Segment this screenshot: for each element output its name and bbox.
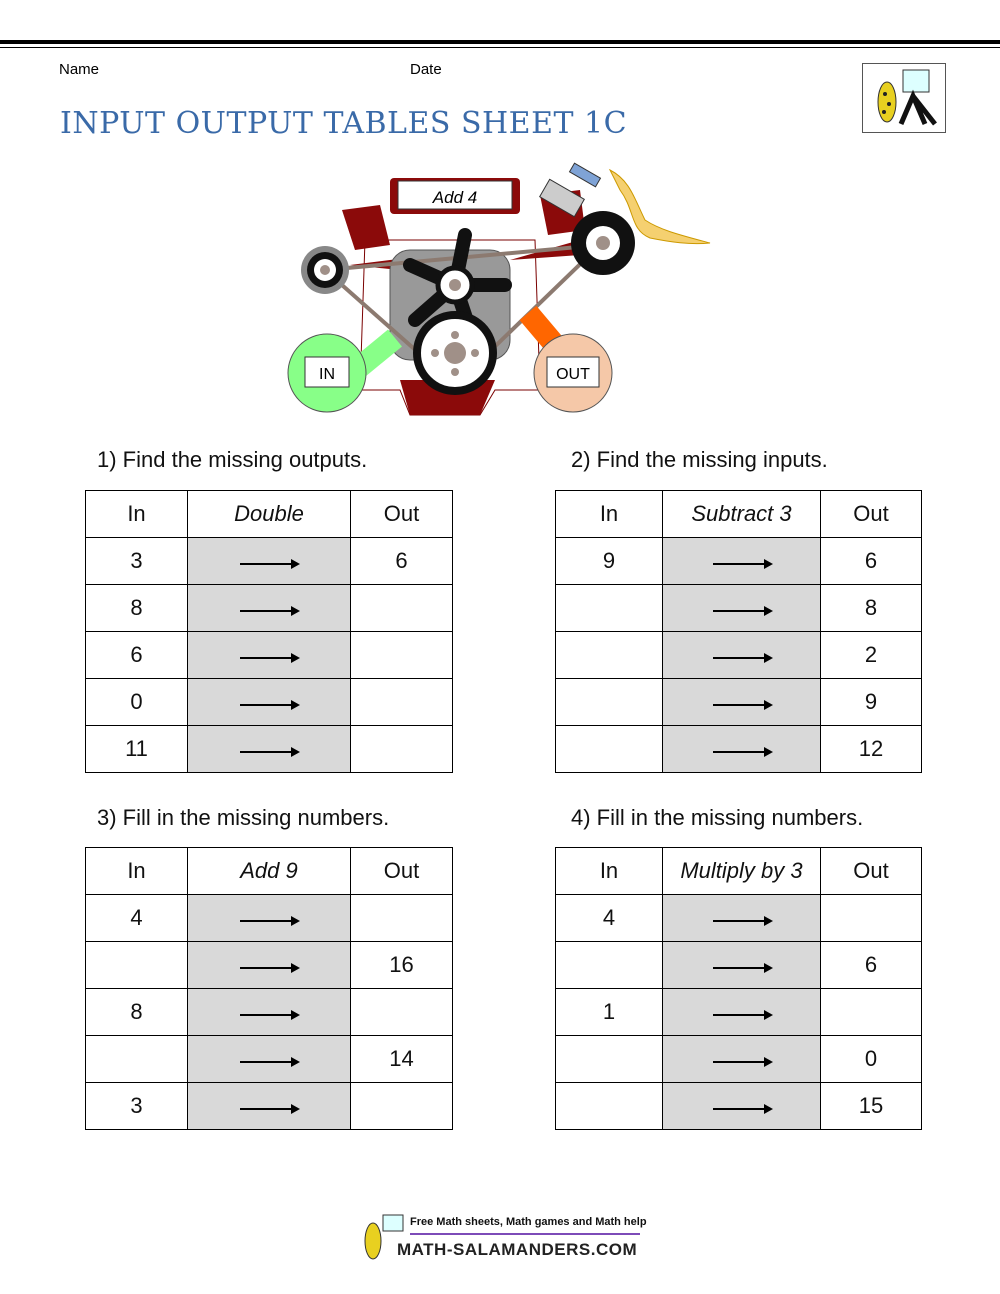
rule-cell xyxy=(663,585,821,632)
out-cell[interactable] xyxy=(821,895,922,942)
io-table-4 xyxy=(555,847,922,1130)
in-cell[interactable]: 11 xyxy=(86,726,188,773)
engine-function-label: Add 4 xyxy=(432,188,478,207)
rule-cell xyxy=(663,538,821,585)
table-row xyxy=(86,679,453,726)
footer-tagline: Free Math sheets, Math games and Math help xyxy=(410,1216,647,1228)
top-rule xyxy=(0,40,1000,44)
out-cell[interactable]: 2 xyxy=(821,632,922,679)
table-row xyxy=(86,942,453,989)
engine-in-label: IN xyxy=(319,366,335,383)
table-row xyxy=(86,632,453,679)
out-cell[interactable] xyxy=(351,585,453,632)
in-cell[interactable]: 1 xyxy=(556,989,663,1036)
header-out: Out xyxy=(821,848,922,895)
io-table-2 xyxy=(555,490,922,773)
question-2: 2) Find the missing inputs. xyxy=(571,447,828,472)
in-cell[interactable] xyxy=(556,942,663,989)
date-label: Date xyxy=(410,61,442,78)
table-row xyxy=(86,1083,453,1130)
arrow-right-icon xyxy=(240,751,298,753)
question-3: 3) Fill in the missing numbers. xyxy=(97,805,390,830)
header-row xyxy=(86,491,453,538)
in-cell[interactable] xyxy=(86,942,188,989)
header-out: Out xyxy=(351,848,453,895)
arrow-right-icon xyxy=(240,1108,298,1110)
top-rule-thin xyxy=(0,47,1000,48)
arrow-right-icon xyxy=(240,1061,298,1063)
header-row xyxy=(86,848,453,895)
table-row xyxy=(556,632,922,679)
rule-cell xyxy=(663,726,821,773)
arrow-right-icon xyxy=(713,751,771,753)
out-cell[interactable] xyxy=(351,679,453,726)
in-cell[interactable] xyxy=(556,1036,663,1083)
rule-cell xyxy=(188,585,351,632)
in-cell[interactable]: 4 xyxy=(86,895,188,942)
header-in: In xyxy=(86,491,188,538)
out-cell[interactable]: 0 xyxy=(821,1036,922,1083)
in-cell[interactable]: 6 xyxy=(86,632,188,679)
table-row xyxy=(86,989,453,1036)
rule-cell xyxy=(663,942,821,989)
arrow-right-icon xyxy=(713,657,771,659)
rule-cell xyxy=(663,679,821,726)
out-cell[interactable] xyxy=(351,1083,453,1130)
header-row xyxy=(556,491,922,538)
table-row xyxy=(86,585,453,632)
rule-cell xyxy=(663,895,821,942)
in-cell[interactable]: 4 xyxy=(556,895,663,942)
header-rule: Multiply by 3 xyxy=(663,848,821,895)
arrow-right-icon xyxy=(240,704,298,706)
out-cell[interactable]: 16 xyxy=(351,942,453,989)
name-label: Name xyxy=(59,61,100,78)
footer-divider xyxy=(410,1233,640,1235)
in-cell[interactable] xyxy=(556,585,663,632)
table-row xyxy=(556,942,922,989)
table-row xyxy=(86,1036,453,1083)
arrow-right-icon xyxy=(240,657,298,659)
in-cell[interactable]: 9 xyxy=(556,538,663,585)
rule-cell xyxy=(663,1036,821,1083)
footer-logo xyxy=(357,1213,677,1269)
rule-cell xyxy=(663,632,821,679)
table-row xyxy=(556,538,922,585)
table-row xyxy=(556,726,922,773)
table-row xyxy=(556,1083,922,1130)
rule-cell xyxy=(188,989,351,1036)
table-row xyxy=(86,726,453,773)
rule-cell xyxy=(188,538,351,585)
in-cell[interactable] xyxy=(86,1036,188,1083)
arrow-right-icon xyxy=(240,967,298,969)
io-table-1 xyxy=(85,490,453,773)
table-row xyxy=(556,989,922,1036)
io-table-3 xyxy=(85,847,453,1130)
table-row xyxy=(556,585,922,632)
arrow-right-icon xyxy=(713,1014,771,1016)
in-cell[interactable] xyxy=(556,632,663,679)
header-in: In xyxy=(556,491,663,538)
in-cell[interactable] xyxy=(556,1083,663,1130)
out-cell[interactable] xyxy=(351,726,453,773)
table-row xyxy=(86,895,453,942)
arrow-right-icon xyxy=(240,610,298,612)
arrow-right-icon xyxy=(240,1014,298,1016)
header-row xyxy=(556,848,922,895)
rule-cell xyxy=(188,632,351,679)
rule-cell xyxy=(188,1083,351,1130)
in-cell[interactable]: 3 xyxy=(86,538,188,585)
arrow-right-icon xyxy=(713,704,771,706)
question-1: 1) Find the missing outputs. xyxy=(97,447,368,472)
page-title: INPUT OUTPUT TABLES SHEET 1C xyxy=(60,106,628,141)
in-cell[interactable] xyxy=(556,679,663,726)
arrow-right-icon xyxy=(240,563,298,565)
table-row xyxy=(556,679,922,726)
rule-cell xyxy=(188,1036,351,1083)
out-cell[interactable] xyxy=(351,895,453,942)
header-rule: Subtract 3 xyxy=(663,491,821,538)
out-cell[interactable]: 9 xyxy=(821,679,922,726)
out-cell[interactable] xyxy=(821,989,922,1036)
arrow-right-icon xyxy=(240,920,298,922)
rule-cell xyxy=(188,679,351,726)
arrow-right-icon xyxy=(713,967,771,969)
in-cell[interactable] xyxy=(556,726,663,773)
header-in: In xyxy=(86,848,188,895)
in-cell[interactable]: 0 xyxy=(86,679,188,726)
rule-cell xyxy=(188,726,351,773)
out-cell[interactable]: 15 xyxy=(821,1083,922,1130)
in-cell[interactable]: 8 xyxy=(86,585,188,632)
out-cell[interactable]: 6 xyxy=(821,538,922,585)
out-cell[interactable]: 6 xyxy=(351,538,453,585)
arrow-right-icon xyxy=(713,920,771,922)
in-cell[interactable]: 8 xyxy=(86,989,188,1036)
footer-site-name: MATH-SALAMANDERS.COM xyxy=(397,1240,638,1259)
header-in: In xyxy=(556,848,663,895)
question-4: 4) Fill in the missing numbers. xyxy=(571,805,864,830)
arrow-right-icon xyxy=(713,1061,771,1063)
out-cell[interactable]: 6 xyxy=(821,942,922,989)
arrow-right-icon xyxy=(713,610,771,612)
salamander-logo xyxy=(862,63,946,133)
out-cell[interactable]: 14 xyxy=(351,1036,453,1083)
engine-out-label: OUT xyxy=(556,366,590,383)
rule-cell xyxy=(663,1083,821,1130)
rule-cell xyxy=(188,942,351,989)
table-row xyxy=(86,538,453,585)
table-row xyxy=(556,895,922,942)
header-out: Out xyxy=(821,491,922,538)
out-cell[interactable] xyxy=(351,989,453,1036)
header-rule: Double xyxy=(188,491,351,538)
in-cell[interactable]: 3 xyxy=(86,1083,188,1130)
function-machine-illustration xyxy=(280,150,720,425)
header-rule: Add 9 xyxy=(188,848,351,895)
arrow-right-icon xyxy=(713,1108,771,1110)
out-cell[interactable] xyxy=(351,632,453,679)
rule-cell xyxy=(663,989,821,1036)
header-out: Out xyxy=(351,491,453,538)
out-cell[interactable]: 12 xyxy=(821,726,922,773)
out-cell[interactable]: 8 xyxy=(821,585,922,632)
arrow-right-icon xyxy=(713,563,771,565)
rule-cell xyxy=(188,895,351,942)
table-row xyxy=(556,1036,922,1083)
